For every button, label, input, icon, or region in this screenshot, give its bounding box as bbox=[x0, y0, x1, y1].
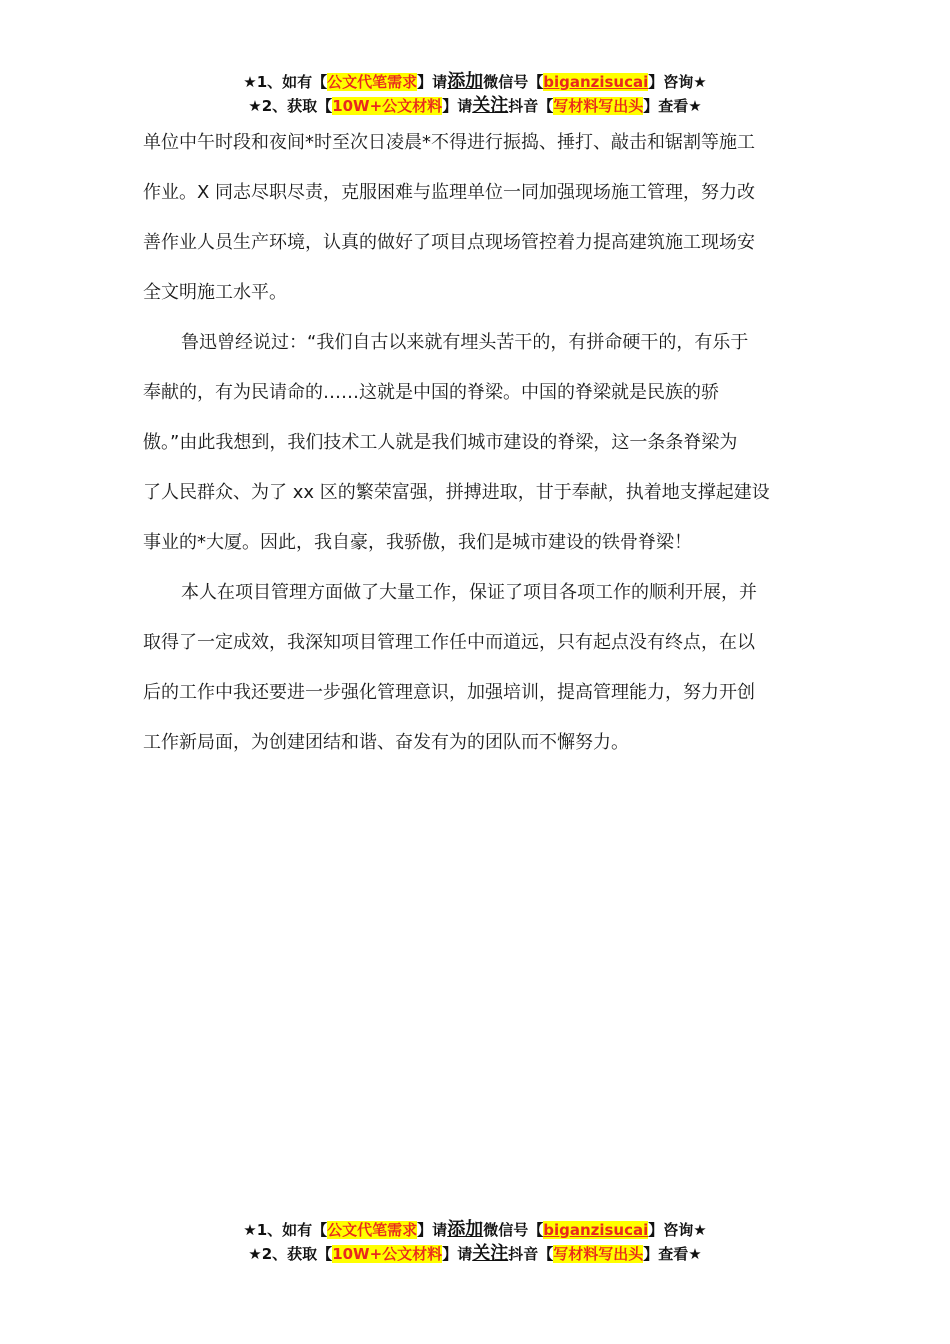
banner-prefix: ★2、获取【 bbox=[248, 1245, 333, 1263]
emphasis-text: 添加 bbox=[447, 1219, 484, 1240]
highlight-service: 公文代笔需求 bbox=[327, 1221, 418, 1239]
banner-suffix: 】咨询★ bbox=[648, 73, 707, 91]
text-line: 本人在项目管理方面做了大量工作，保证了项目各项工作的顺利开展，并 bbox=[181, 582, 757, 603]
text-line: 了人民群众、为了 xx 区的繁荣富强，拼搏进取，甘于奉献，执着地支撑起建设 bbox=[143, 482, 770, 503]
emphasis-text: 关注 bbox=[472, 1243, 509, 1264]
banner-text: 微信号【 bbox=[483, 73, 544, 91]
document-body bbox=[143, 118, 803, 768]
highlight-service: 公文代笔需求 bbox=[327, 73, 418, 91]
paragraph-3 bbox=[143, 568, 803, 768]
banner-text: 微信号【 bbox=[483, 1221, 544, 1239]
text-line: 善作业人员生产环境，认真的做好了项目点现场管控着力提高建筑施工现场安 bbox=[143, 232, 755, 253]
banner-text: 抖音【 bbox=[508, 97, 554, 115]
text-line: 作业。X 同志尽职尽责，克服困难与监理单位一同加强现场施工管理，努力改 bbox=[143, 182, 756, 203]
banner-line-2 bbox=[0, 94, 950, 118]
emphasis-text: 添加 bbox=[447, 71, 484, 92]
banner-line-1 bbox=[0, 1218, 950, 1242]
banner-suffix: 】查看★ bbox=[643, 1245, 702, 1263]
header-banner bbox=[0, 70, 950, 118]
footer-banner bbox=[0, 1218, 950, 1266]
highlight-materials: 10W+公文材料 bbox=[332, 97, 443, 115]
banner-text: 】请 bbox=[442, 1245, 473, 1263]
emphasis-text: 关注 bbox=[472, 95, 509, 116]
text-line: 事业的*大厦。因此，我自豪，我骄傲，我们是城市建设的铁骨脊梁！ bbox=[143, 532, 692, 553]
text-line: 后的工作中我还要进一步强化管理意识，加强培训，提高管理能力，努力开创 bbox=[143, 682, 755, 703]
text-line: 鲁迅曾经说过：“我们自古以来就有埋头苦干的，有拼命硬干的，有乐于 bbox=[181, 332, 749, 353]
banner-line-1 bbox=[0, 70, 950, 94]
text-line: 傲。”由此我想到，我们技术工人就是我们城市建设的脊梁，这一条条脊梁为 bbox=[143, 432, 738, 453]
banner-text: 抖音【 bbox=[508, 1245, 554, 1263]
paragraph-2 bbox=[143, 318, 803, 568]
highlight-douyin-id: 写材料写出头 bbox=[553, 1245, 644, 1263]
paragraph-1 bbox=[143, 118, 803, 318]
highlight-materials: 10W+公文材料 bbox=[332, 1245, 443, 1263]
text-line: 工作新局面，为创建团结和谐、奋发有为的团队而不懈努力。 bbox=[143, 732, 629, 753]
highlight-wechat-id: biganzisucai bbox=[543, 1221, 649, 1239]
highlight-douyin-id: 写材料写出头 bbox=[553, 97, 644, 115]
banner-prefix: ★1、如有【 bbox=[243, 1221, 328, 1239]
highlight-wechat-id: biganzisucai bbox=[543, 73, 649, 91]
banner-prefix: ★2、获取【 bbox=[248, 97, 333, 115]
text-line: 单位中午时段和夜间*时至次日凌晨*不得进行振捣、捶打、敲击和锯割等施工 bbox=[143, 132, 755, 153]
banner-text: 】请 bbox=[417, 1221, 448, 1239]
text-line: 全文明施工水平。 bbox=[143, 282, 287, 303]
banner-text: 】请 bbox=[442, 97, 473, 115]
banner-suffix: 】咨询★ bbox=[648, 1221, 707, 1239]
text-line: 取得了一定成效，我深知项目管理工作任中而道远，只有起点没有终点，在以 bbox=[143, 632, 755, 653]
banner-text: 】请 bbox=[417, 73, 448, 91]
banner-prefix: ★1、如有【 bbox=[243, 73, 328, 91]
text-line: 奉献的，有为民请命的……这就是中国的脊梁。中国的脊梁就是民族的骄 bbox=[143, 382, 719, 403]
banner-suffix: 】查看★ bbox=[643, 97, 702, 115]
banner-line-2 bbox=[0, 1242, 950, 1266]
